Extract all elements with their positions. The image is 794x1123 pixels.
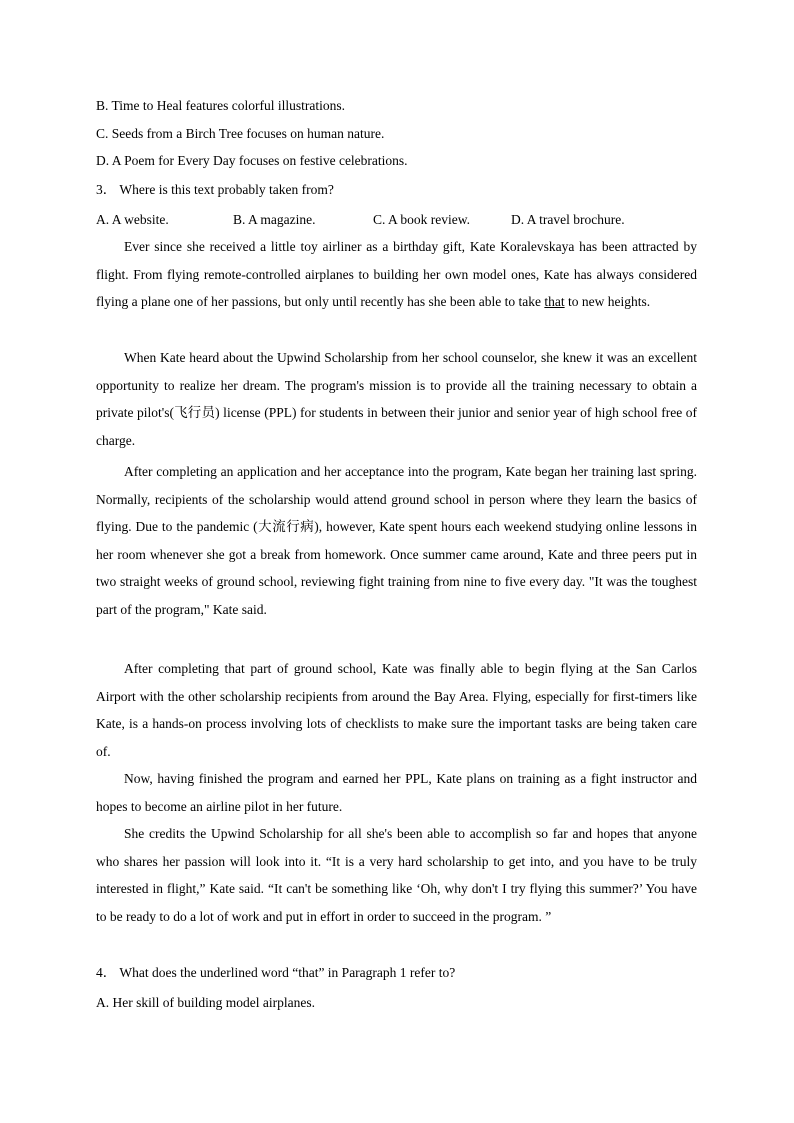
q3-option-c: C. A book review. [373, 212, 470, 227]
passage-paragraph-4: After completing that part of ground school, Kate was finally able to begin flying at the San Carlos Airport with the other scholarship recipients from around the Bay Area. Flying, especially for first-timers like Kate, is a hands-on process involving lots of checklists to make sure the important tasks are being taken care of. [96, 661, 697, 759]
q2-option-d: D. A Poem for Every Day focuses on festive celebrations. [96, 153, 408, 168]
passage-paragraph-1 [96, 233, 697, 316]
p1-text-after: to new heights. [564, 294, 651, 310]
q4-option-a: A. Her skill of building model airplanes. [96, 995, 315, 1010]
passage-paragraph-2: When Kate heard about the Upwind Scholarship from her school counselor, she knew it was an excellent opportunity to realize her dream. The program's mission is to provide all the training necessary to obtain a private pilot's(飞行员) license (PPL) for students in between their junior and senior year of high school free of charge. [96, 350, 697, 448]
q4-stem: 4． What does the underlined word “that” in Paragraph 1 refer to? [96, 965, 456, 980]
q2-option-c: C. Seeds from a Birch Tree focuses on human nature. [96, 126, 385, 141]
underlined-word-that: that [544, 294, 565, 310]
passage-paragraph-3: After completing an application and her acceptance into the program, Kate began her training last spring. Normally, recipients of the scholarship would attend ground school in person where they learn the basics of flying. Due to the pandemic (大流行病), however, Kate spent hours each weekend studying online lessons in her room whenever she got a break from homework. Once summer came around, Kate and three peers put in two straight weeks of ground school, reviewing fight training from nine to five every day. "It was the toughest part of the program," Kate said. [96, 464, 697, 617]
passage-paragraph-5: Now, having finished the program and earned her PPL, Kate plans on training as a fight instructor and hopes to become an airline pilot in her future. [96, 771, 697, 814]
q2-option-b: B. Time to Heal features colorful illustrations. [96, 98, 345, 113]
q3-stem: 3． Where is this text probably taken from? [96, 182, 334, 197]
p1-text-before: Ever since she received a little toy airliner as a birthday gift, Kate Koralevskaya has been attracted by flight. From flying remote-controlled airplanes to building her own model ones, Kate has always considered flying a plane one of her passions, but only until recently has she been able to take [96, 239, 697, 310]
q3-option-b: B. A magazine. [233, 212, 316, 227]
q3-option-a: A. A website. [96, 212, 169, 227]
passage-paragraph-6: She credits the Upwind Scholarship for all she's been able to accomplish so far and hopes that anyone who shares her passion will look into it. “It is a very hard scholarship to get into, and you have to be truly interested in flight,” Kate said. “It can't be something like ‘Oh, why don't I try flying this summer?’ You have to be ready to do a lot of work and put in effort in order to succeed in the program. ” [96, 826, 697, 924]
q3-option-d: D. A travel brochure. [511, 212, 625, 227]
